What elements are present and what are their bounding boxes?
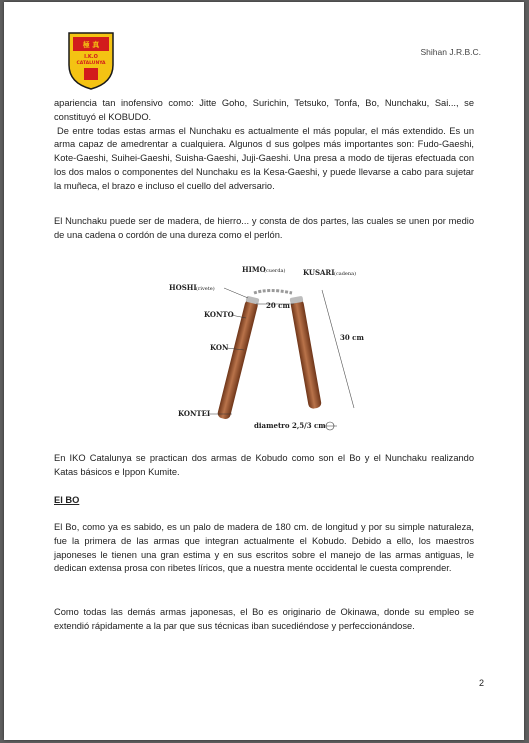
paragraph-line: apariencia tan inofensivo como: Jitte Goho, Surichin, Tetsuko, Tonfa, Bo, Nunchaku, Sai..., se constituyó el KOBUDO. [54,98,474,122]
svg-text:20 cm: 20 cm [266,301,290,310]
header-author: Shihan J.R.B.C. [420,47,481,57]
svg-text:(cadena): (cadena) [334,271,357,277]
svg-text:HIMO: HIMO [242,265,266,274]
svg-text:KONTEI: KONTEI [178,409,211,418]
right-stick [290,296,322,410]
paragraph-iko-practice: En IKO Catalunya se practican dos armas de Kobudo como son el Bo y el Nunchaku realizando Katas básicos e Ippon Kumite. [54,453,474,477]
svg-text:(cuerda): (cuerda) [264,268,286,274]
heading-el-bo: El BO [54,495,80,505]
document-page [4,2,524,740]
page-number: 2 [478,678,484,688]
paragraph-line: De entre todas estas armas el Nunchaku es actualmente el más popular, el más extendido. Es un arma capaz de amedrentar a cualquiera. Algunos d sus golpes más importantes son: Fudo-Gaeshi, Kote-Gaeshi, Suihei-Gaeshi, Suisha-Gaeshi, Juji-Gaeshi. Una presa a modo de tijeras efectuada con los dos malos o componentes del Nunchaku es la Kesa-Gaeshi, y puede llevarse a cabo para sujetar la muñeca, el brazo e incluso el cuello del adversario. [54,125,474,191]
paragraph-bo-origin: Como todas las demás armas japonesas, el Bo es originario de Okinawa, donde su empleo se extendió rápidamente a la par que sus técnicas iban sucediéndose y perfeccionándose. [54,607,474,631]
svg-text:diametro 2,5/3 cm: diametro 2,5/3 cm [254,421,326,430]
svg-text:CATALUNYA: CATALUNYA [76,61,106,66]
nunchaku-diagram [164,260,374,435]
svg-text:KON: KON [210,343,229,352]
paragraph-bo-description: El Bo, como ya es sabido, es un palo de madera de 180 cm. de longitud y por su simple naturaleza, fue la primera de las armas que integran actualmente el Kobudo. Debido a ello, los maestros japoneses le tienen una gran estima y en sus escritos sobre el manejo de las armas antiguas, le dedican extensa prosa con ribetes líricos, que a nuestra mente occidental le cuesta comprender. [54,522,474,574]
kusari-chain [254,291,292,294]
svg-text:KUSARI: KUSARI [303,268,335,277]
paragraph-kobudo-intro [54,97,474,194]
paragraph-nunchaku-material: El Nunchaku puede ser de madera, de hierro... y consta de dos partes, las cuales se unen por medio de una cadena o cordón de una dureza como el perlón. [54,216,474,240]
iko-catalunya-logo [67,31,115,91]
svg-text:KONTO: KONTO [204,310,234,319]
svg-text:HOSHI: HOSHI [169,283,197,292]
svg-text:極 真: 極 真 [82,41,100,49]
svg-text:(rivete): (rivete) [196,286,215,292]
svg-text:I.K.O: I.K.O [84,54,98,60]
svg-text:30 cm: 30 cm [340,333,364,342]
